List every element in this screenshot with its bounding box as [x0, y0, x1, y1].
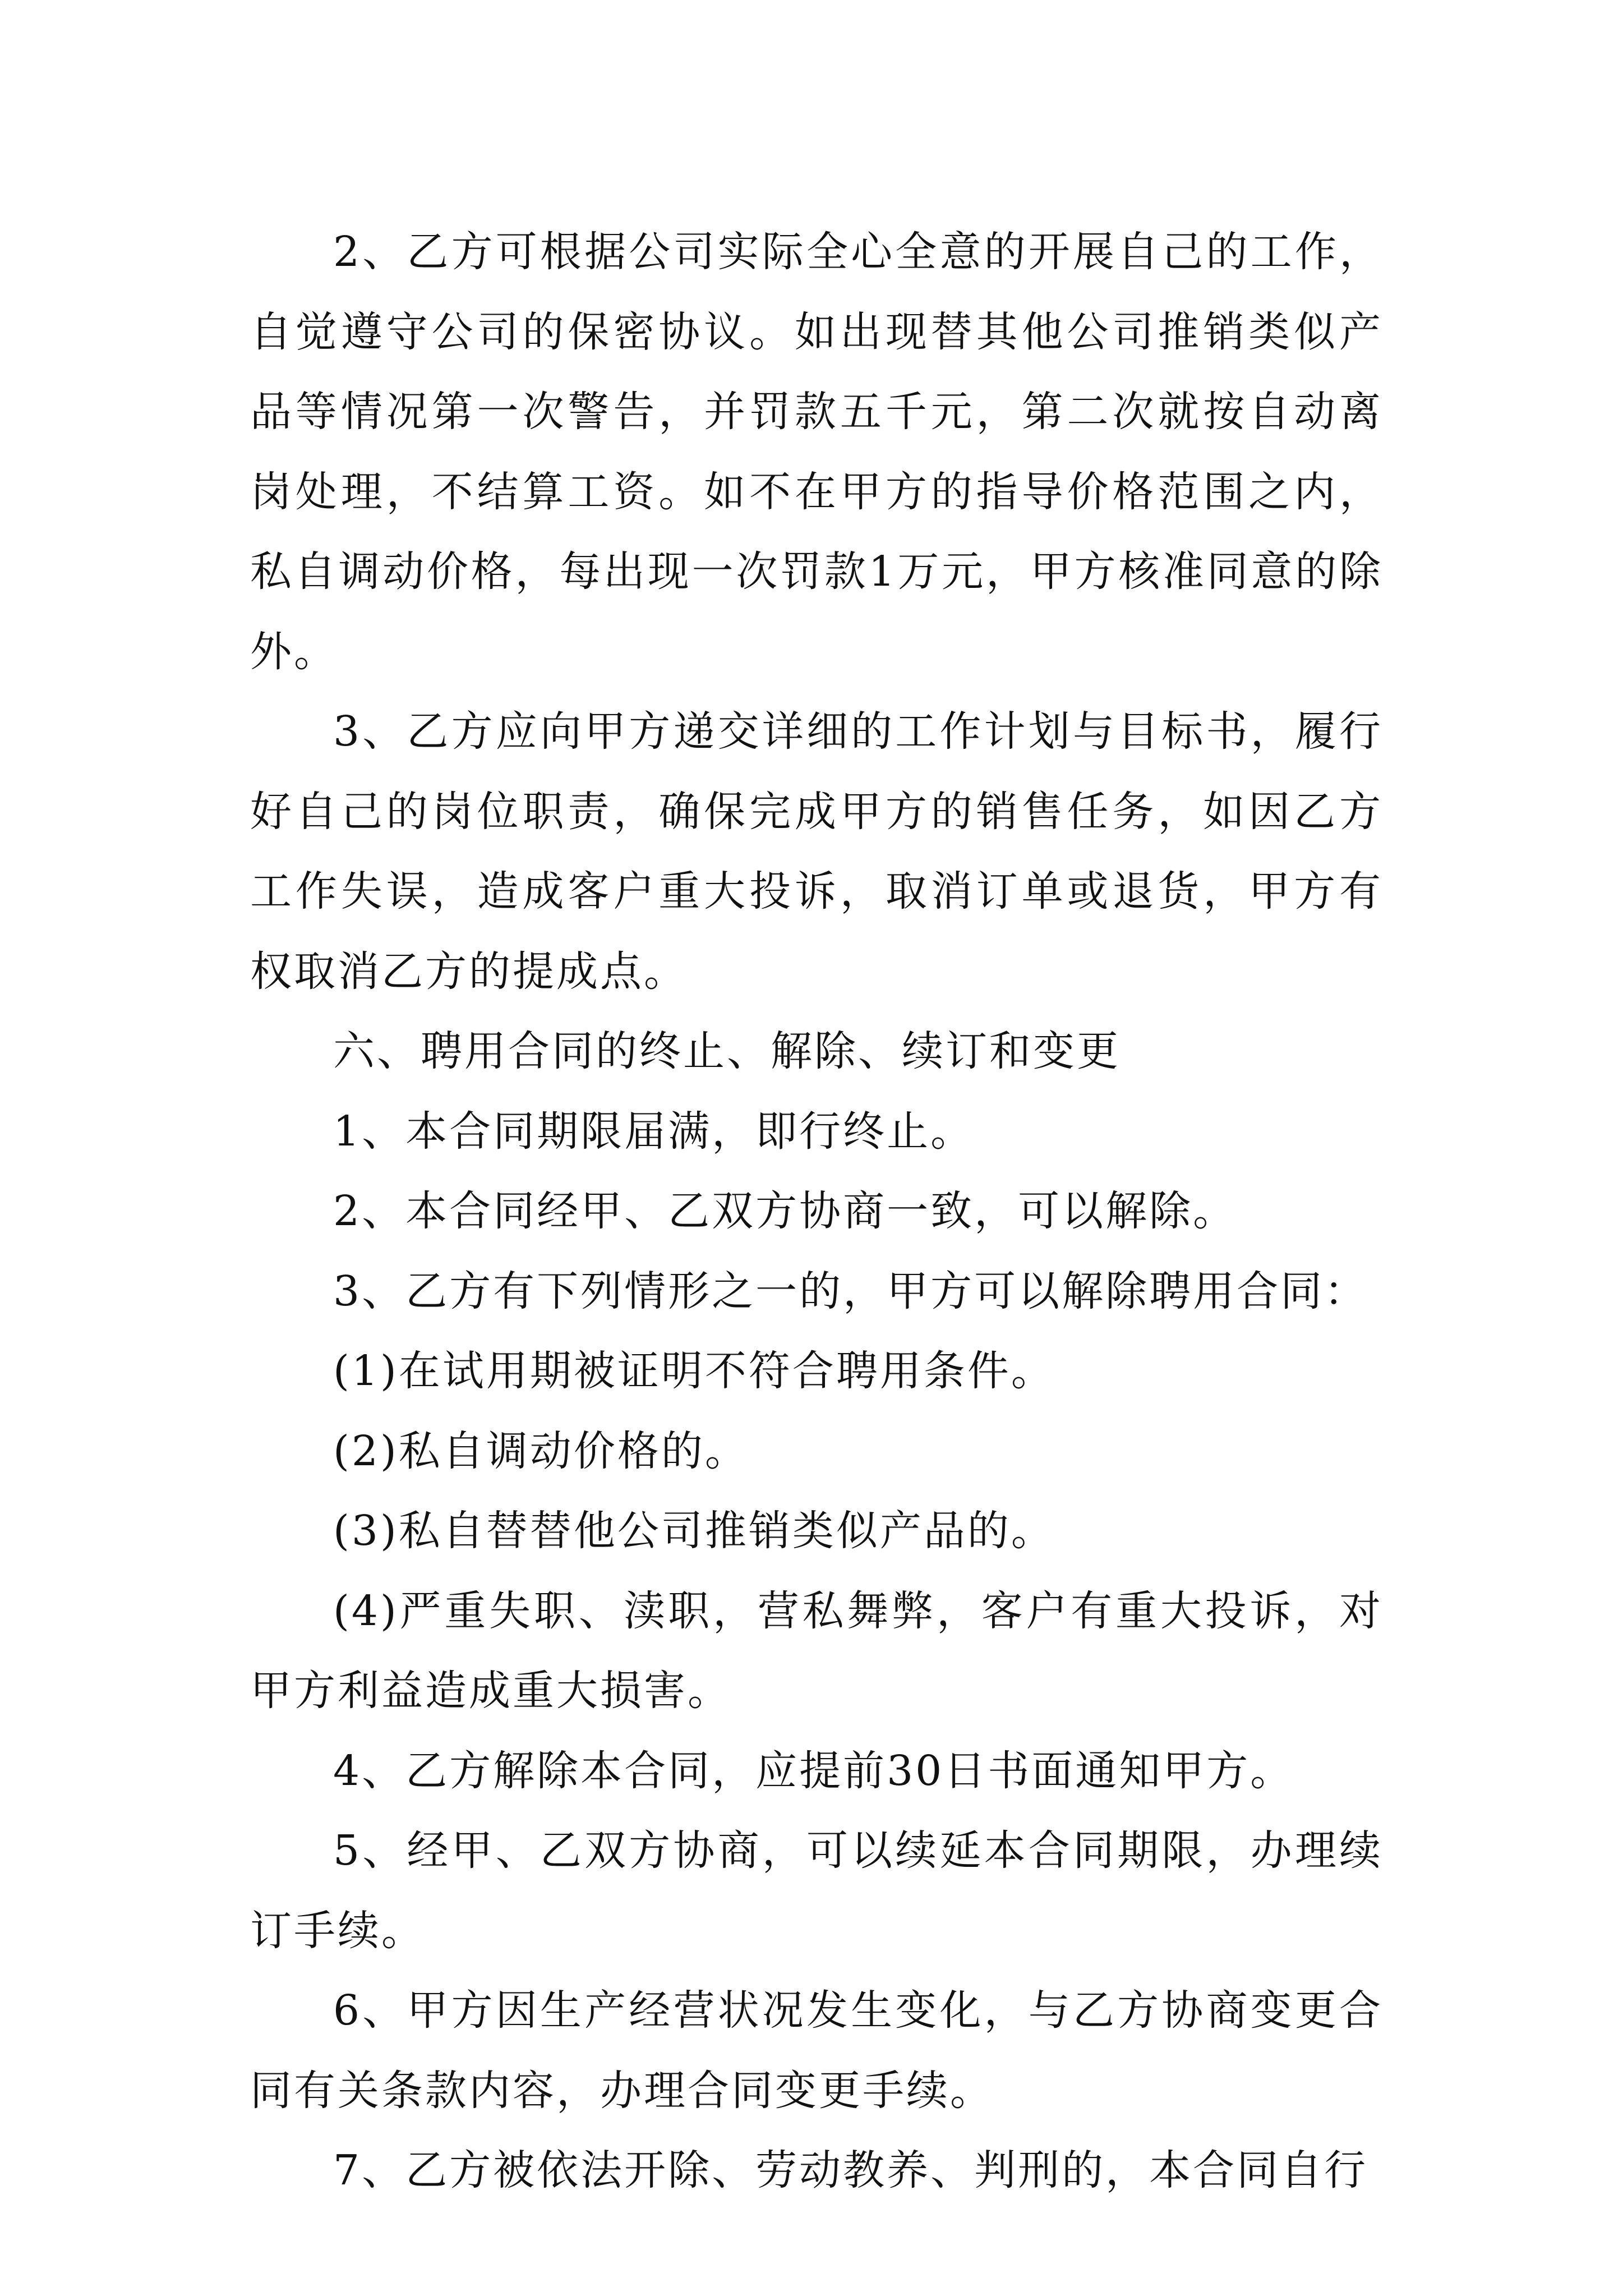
paragraph-termination-7: 7、乙方被依法开除、劳动教养、判刑的，本合同自行 [333, 2146, 1368, 2194]
paragraph-termination-1: 1、本合同期限届满，即行终止。 [333, 1107, 975, 1156]
paragraph-termination-5: 5、经甲、乙双方协商，可以续延本合同期限，办理续订手续。 [250, 1826, 1383, 1955]
paragraph-termination-2: 2、本合同经甲、乙双方协商一致，可以解除。 [333, 1187, 1237, 1235]
list-item-condition-2: (2)私自调动价格的。 [333, 1427, 749, 1475]
paragraph-termination-3: 3、乙方有下列情形之一的，甲方可以解除聘用合同： [333, 1267, 1368, 1315]
list-item-condition-4: (4)严重失职、渎职，营私舞弊，客户有重大投诉，对甲方利益造成重大损害。 [250, 1586, 1383, 1715]
paragraph-termination-6: 6、甲方因生产经营状况发生变化，与乙方协商变更合同有关条款内容，办理合同变更手续。 [250, 1986, 1383, 2115]
section-heading-termination: 六、聘用合同的终止、解除、续订和变更 [333, 1027, 1121, 1075]
paragraph-termination-4: 4、乙方解除本合同，应提前30日书面通知甲方。 [333, 1746, 1294, 1795]
document-body [250, 212, 1383, 2211]
list-item-condition-1: (1)在试用期被证明不符合聘用条件。 [333, 1347, 1055, 1395]
paragraph-clause-3: 3、乙方应向甲方递交详细的工作计划与目标书，履行好自己的岗位职责，确保完成甲方的销售任务，如因乙方工作失误，造成客户重大投诉，取消订单或退货，甲方有权取消乙方的提成点。 [250, 707, 1383, 996]
list-item-condition-3: (3)私自替替他公司推销类似产品的。 [333, 1507, 1055, 1555]
paragraph-clause-2: 2、乙方可根据公司实际全心全意的开展自己的工作，自觉遵守公司的保密协议。如出现替其他公司推销类似产品等情况第一次警告，并罚款五千元，第二次就按自动离岗处理，不结算工资。如不在甲方的指导价格范围之内，私自调动价格，每出现一次罚款1万元，甲方核准同意的除外。 [250, 228, 1383, 676]
